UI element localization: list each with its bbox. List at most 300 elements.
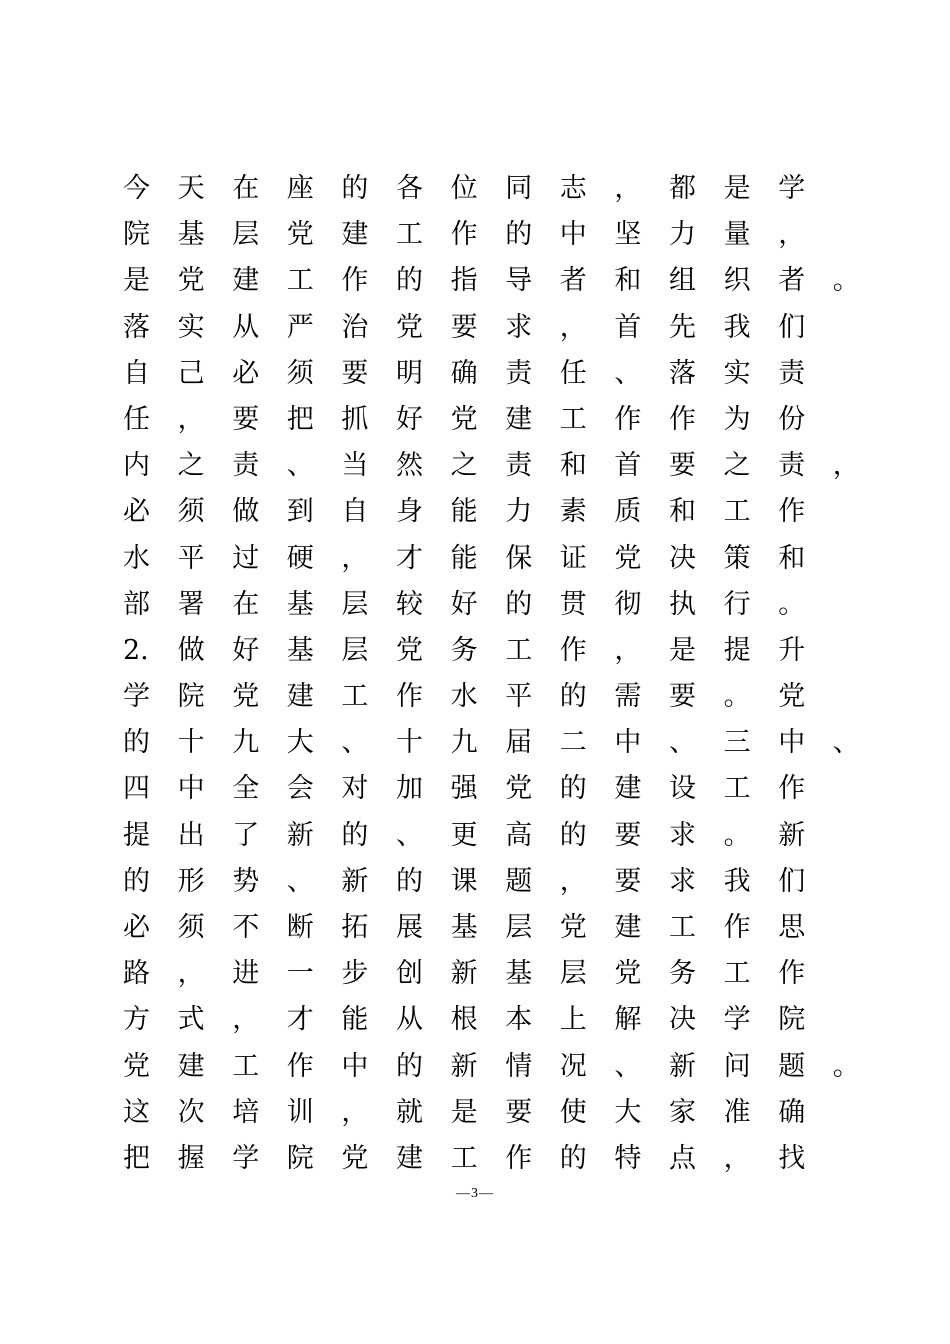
text-char: 我 (723, 865, 751, 897)
text-line (123, 720, 860, 766)
text-char: 基 (286, 588, 314, 620)
text-char: 好 (232, 634, 260, 666)
text-char: 工 (396, 219, 423, 251)
text-char: 大 (614, 1096, 642, 1128)
text-char: 为 (723, 403, 751, 435)
text-char: 行 (723, 588, 751, 620)
text-char: 平 (177, 542, 205, 574)
text-char: 作 (559, 634, 587, 666)
text-char: 新 (450, 958, 478, 990)
text-char: ， (559, 311, 587, 343)
text-line (123, 997, 843, 1043)
text-char: 己 (177, 357, 205, 389)
text-line (123, 443, 860, 489)
text-char: 须 (286, 357, 314, 389)
text-char: 新 (778, 819, 806, 851)
text-char: 确 (450, 357, 478, 389)
text-char: 党 (177, 265, 205, 297)
text-char: 、 (341, 727, 369, 759)
text-char: 党 (450, 403, 478, 435)
text-line (123, 536, 843, 582)
text-char: 者 (559, 265, 587, 297)
text-char: 把 (286, 403, 314, 435)
text-char: 拓 (341, 912, 369, 943)
text-char: 作 (450, 219, 478, 251)
text-char: 必 (232, 357, 260, 389)
text-char: ， (778, 219, 806, 251)
text-char: 责 (505, 450, 533, 482)
text-char: 工 (669, 912, 696, 943)
text-char: 落 (123, 311, 150, 343)
text-char: 部 (123, 588, 150, 620)
text-char: 份 (778, 403, 806, 435)
text-char: 新 (286, 819, 314, 851)
text-char: 十 (396, 727, 423, 759)
text-char: 。 (832, 265, 860, 297)
text-char: 的 (396, 865, 423, 897)
text-line (123, 582, 843, 628)
text-line (123, 258, 860, 304)
text-char: 须 (177, 912, 205, 943)
text-char: 贯 (559, 588, 587, 620)
text-char: 和 (669, 496, 696, 528)
text-char: 建 (232, 265, 260, 297)
text-char: 学 (723, 1004, 751, 1036)
text-char: 设 (669, 773, 696, 805)
text-char: 的 (341, 819, 369, 851)
text-char: 落 (669, 357, 696, 389)
text-char: 况 (559, 1050, 587, 1082)
text-line (123, 166, 843, 212)
text-char: 院 (177, 681, 205, 713)
text-char: 方 (123, 1004, 150, 1036)
text-char: 指 (450, 265, 478, 297)
text-char: 路 (123, 958, 150, 990)
text-char: 从 (232, 311, 260, 343)
text-char: 才 (286, 1004, 314, 1036)
text-char: 须 (177, 496, 205, 528)
text-char: 进 (232, 958, 260, 990)
text-char: 训 (286, 1096, 314, 1128)
text-char: 题 (778, 1050, 806, 1082)
text-char: 式 (177, 1004, 205, 1036)
text-char: 。 (778, 588, 806, 620)
text-char: 我 (723, 311, 751, 343)
text-char: 党 (559, 912, 587, 943)
text-char: 证 (559, 542, 587, 574)
text-char: 座 (286, 173, 314, 204)
text-char: 作 (341, 265, 369, 297)
text-char: 要 (614, 819, 642, 851)
text-char: 一 (286, 958, 314, 990)
body-text (123, 166, 860, 1182)
text-char: 对 (341, 773, 369, 805)
text-char: 的 (559, 681, 587, 713)
text-char: 这 (123, 1096, 150, 1128)
text-char: 根 (450, 1004, 478, 1036)
text-char: 能 (450, 496, 478, 528)
text-char: 各 (396, 173, 423, 204)
text-char: 党 (505, 773, 533, 805)
text-line (123, 951, 843, 997)
text-char: ， (232, 1004, 260, 1036)
text-char: 能 (450, 542, 478, 574)
text-char: 、 (396, 819, 423, 851)
text-char: 保 (505, 542, 533, 574)
text-char: 工 (341, 681, 369, 713)
text-char: ， (832, 450, 860, 482)
text-char: 了 (232, 819, 260, 851)
text-char: 党 (341, 1142, 369, 1174)
text-char: 党 (614, 958, 642, 990)
text-char: 党 (396, 311, 423, 343)
text-char: 握 (177, 1142, 205, 1174)
text-char: 要 (450, 311, 478, 343)
text-char: 必 (123, 496, 150, 528)
text-char: 、 (669, 727, 696, 759)
text-char: 策 (723, 542, 751, 574)
text-char: 才 (396, 542, 423, 574)
text-char: 工 (723, 773, 751, 805)
text-char: 作 (669, 403, 696, 435)
text-char: 新 (669, 1050, 696, 1082)
text-char: 确 (778, 1096, 806, 1128)
text-char: 特 (614, 1142, 642, 1174)
text-char: 到 (286, 496, 314, 528)
text-char: 党 (232, 681, 260, 713)
text-char: 情 (505, 1050, 533, 1082)
text-char: 四 (123, 773, 150, 805)
text-line (123, 628, 843, 674)
text-char: 作 (778, 958, 806, 990)
text-char: 求 (505, 311, 533, 343)
text-char: 要 (505, 1096, 533, 1128)
text-char: 要 (341, 357, 369, 389)
text-char: 作 (614, 403, 642, 435)
text-char: 、 (614, 1050, 642, 1082)
text-char: 准 (723, 1096, 751, 1128)
text-char: 势 (232, 865, 260, 897)
text-char: 和 (778, 542, 806, 574)
text-char: 建 (177, 1050, 205, 1082)
text-char: 九 (232, 727, 260, 759)
text-char: 全 (232, 773, 260, 805)
text-char: 要 (614, 865, 642, 897)
text-char: 培 (232, 1096, 260, 1128)
text-char: 高 (505, 819, 533, 851)
text-char: 党 (778, 681, 806, 713)
text-char: 思 (778, 912, 806, 943)
text-char: 二 (559, 727, 587, 759)
text-char: 决 (669, 1004, 696, 1036)
text-char: ， (341, 1096, 369, 1128)
text-char: 平 (505, 681, 533, 713)
text-char: 基 (286, 634, 314, 666)
text-char: 先 (669, 311, 696, 343)
text-char: 院 (286, 1142, 314, 1174)
text-char: 是 (450, 1096, 478, 1128)
text-line (123, 305, 843, 351)
text-line (123, 489, 843, 535)
text-char: 的 (123, 865, 150, 897)
text-char: 们 (778, 311, 806, 343)
text-line (123, 351, 843, 397)
text-char: 责 (505, 357, 533, 389)
text-char: 十 (177, 727, 205, 759)
text-char: 中 (778, 727, 806, 759)
text-char: 执 (669, 588, 696, 620)
text-char: 学 (232, 1142, 260, 1174)
text-char: 作 (396, 681, 423, 713)
text-char: 。 (723, 819, 751, 851)
text-char: 治 (341, 311, 369, 343)
text-char: 。 (723, 681, 751, 713)
text-char: 在 (232, 173, 260, 204)
text-char: 党 (614, 542, 642, 574)
text-line (123, 1090, 843, 1136)
text-char: 党 (123, 1050, 150, 1082)
text-char: 的 (341, 173, 369, 204)
text-char: ， (177, 403, 205, 435)
text-char: 作 (286, 1050, 314, 1082)
text-char: 务 (450, 634, 478, 666)
text-char: 题 (505, 865, 533, 897)
text-char: 做 (177, 634, 205, 666)
text-char: 水 (123, 542, 150, 574)
text-char: 坚 (614, 219, 642, 251)
text-char: 展 (396, 912, 423, 943)
text-char: 今 (123, 173, 150, 204)
text-char: 找 (778, 1142, 806, 1174)
text-char: 能 (341, 1004, 369, 1036)
text-line (123, 905, 843, 951)
text-char: 是 (123, 265, 150, 297)
text-char: 首 (614, 450, 642, 482)
text-char: 工 (450, 1142, 478, 1174)
text-char: ， (614, 173, 642, 204)
text-char: 的 (396, 265, 423, 297)
text-char: 加 (396, 773, 423, 805)
text-char: 做 (232, 496, 260, 528)
text-char: 院 (123, 219, 150, 251)
text-char: 要 (669, 450, 696, 482)
text-char: 从 (396, 1004, 423, 1036)
text-char: 必 (123, 912, 150, 943)
text-char: 中 (177, 773, 205, 805)
text-char: 大 (286, 727, 314, 759)
text-char: 三 (723, 727, 751, 759)
text-char: 署 (177, 588, 205, 620)
text-char: 的 (505, 588, 533, 620)
text-char: 责 (778, 357, 806, 389)
text-char: 更 (450, 819, 478, 851)
text-char: 届 (505, 727, 533, 759)
text-char: 九 (450, 727, 478, 759)
text-char: 层 (505, 912, 533, 943)
text-char: 的 (559, 1142, 587, 1174)
text-char: 们 (778, 865, 806, 897)
text-char: 党 (286, 219, 314, 251)
text-char: 求 (669, 819, 696, 851)
text-char: 当 (341, 450, 369, 482)
text-char: 和 (559, 450, 587, 482)
text-char: 新 (450, 1050, 478, 1082)
text-char: 要 (232, 403, 260, 435)
text-char: 是 (723, 173, 751, 204)
text-char: 的 (559, 819, 587, 851)
text-char: 形 (177, 865, 205, 897)
text-char: 作 (723, 912, 751, 943)
text-char: 新 (341, 865, 369, 897)
text-char: 之 (450, 450, 478, 482)
text-char: 中 (341, 1050, 369, 1082)
text-char: 要 (669, 681, 696, 713)
text-char: 断 (286, 912, 314, 943)
text-char: 不 (232, 912, 260, 943)
text-char: 出 (177, 819, 205, 851)
text-char: 志 (559, 173, 587, 204)
text-char: 层 (341, 634, 369, 666)
text-char: 在 (232, 588, 260, 620)
text-char: ， (177, 958, 205, 990)
text-char: 天 (177, 173, 205, 204)
text-char: 本 (505, 1004, 533, 1036)
text-char: 力 (505, 496, 533, 528)
text-char: 2. (123, 634, 149, 666)
text-char: 中 (559, 219, 587, 251)
text-char: 较 (396, 588, 423, 620)
text-char: 组 (669, 265, 696, 297)
text-char: 作 (778, 496, 806, 528)
text-char: 彻 (614, 588, 642, 620)
text-char: 基 (450, 912, 478, 943)
text-char: 自 (123, 357, 150, 389)
text-char: 层 (232, 219, 260, 251)
text-char: 实 (177, 311, 205, 343)
text-char: 之 (723, 450, 751, 482)
text-char: 都 (669, 173, 696, 204)
text-line (123, 1136, 843, 1182)
text-char: 素 (559, 496, 587, 528)
text-char: 工 (232, 1050, 260, 1082)
text-char: 、 (286, 450, 314, 482)
text-char: 党 (396, 634, 423, 666)
text-char: 责 (232, 450, 260, 482)
text-char: 升 (778, 634, 806, 666)
text-char: 。 (832, 1050, 860, 1082)
text-char: 、 (832, 727, 860, 759)
text-char: 强 (450, 773, 478, 805)
text-char: 水 (450, 681, 478, 713)
text-char: 创 (396, 958, 423, 990)
text-char: 实 (723, 357, 751, 389)
text-char: ， (614, 634, 642, 666)
text-line (123, 1044, 860, 1090)
text-line (123, 397, 843, 443)
text-char: 学 (778, 173, 806, 204)
text-char: 好 (396, 403, 423, 435)
text-char: 建 (614, 912, 642, 943)
text-char: 和 (614, 265, 642, 297)
text-char: 作 (505, 1142, 533, 1174)
text-char: 作 (778, 773, 806, 805)
text-char: 质 (614, 496, 642, 528)
text-char: 就 (396, 1096, 423, 1128)
text-char: 内 (123, 450, 150, 482)
text-char: 中 (614, 727, 642, 759)
text-line (123, 766, 843, 812)
text-char: 任 (123, 403, 150, 435)
text-char: 的 (396, 1050, 423, 1082)
text-char: 建 (286, 681, 314, 713)
text-char: 层 (341, 588, 369, 620)
text-char: 决 (669, 542, 696, 574)
text-char: 院 (778, 1004, 806, 1036)
text-char: 明 (396, 357, 423, 389)
text-char: 建 (341, 219, 369, 251)
text-char: 严 (286, 311, 314, 343)
text-char: 工 (286, 265, 314, 297)
text-char: 建 (614, 773, 642, 805)
text-char: 织 (723, 265, 751, 297)
text-char: 位 (450, 173, 478, 204)
text-char: 工 (723, 496, 751, 528)
text-char: 是 (669, 634, 696, 666)
text-char: 基 (505, 958, 533, 990)
text-char: ， (341, 542, 369, 574)
text-char: 任 (559, 357, 587, 389)
text-char: 解 (614, 1004, 642, 1036)
text-char: 课 (450, 865, 478, 897)
text-char: 工 (723, 958, 751, 990)
text-line (123, 674, 843, 720)
text-char: 使 (559, 1096, 587, 1128)
text-char: 的 (123, 727, 150, 759)
text-char: 者 (778, 265, 806, 297)
text-char: 层 (559, 958, 587, 990)
text-char: 基 (177, 219, 205, 251)
text-char: 学 (123, 681, 150, 713)
text-char: 求 (669, 865, 696, 897)
text-char: 问 (723, 1050, 751, 1082)
text-char: 然 (396, 450, 423, 482)
text-char: 步 (341, 958, 369, 990)
text-char: ， (559, 865, 587, 897)
text-char: 抓 (341, 403, 369, 435)
text-char: 之 (177, 450, 205, 482)
text-char: 好 (450, 588, 478, 620)
text-char: 的 (505, 219, 533, 251)
text-char: 同 (505, 173, 533, 204)
text-char: 上 (559, 1004, 587, 1036)
text-char: 身 (396, 496, 423, 528)
text-char: ， (723, 1142, 751, 1174)
text-char: 点 (669, 1142, 696, 1174)
text-char: 、 (286, 865, 314, 897)
text-char: 会 (286, 773, 314, 805)
text-char: 务 (669, 958, 696, 990)
text-char: 导 (505, 265, 533, 297)
text-line (123, 859, 843, 905)
text-char: 工 (559, 403, 587, 435)
text-line (123, 212, 843, 258)
text-char: 量 (723, 219, 751, 251)
text-char: 家 (669, 1096, 696, 1128)
text-char: 建 (505, 403, 533, 435)
text-char: 工 (505, 634, 533, 666)
text-char: 硬 (286, 542, 314, 574)
text-char: 力 (669, 219, 696, 251)
